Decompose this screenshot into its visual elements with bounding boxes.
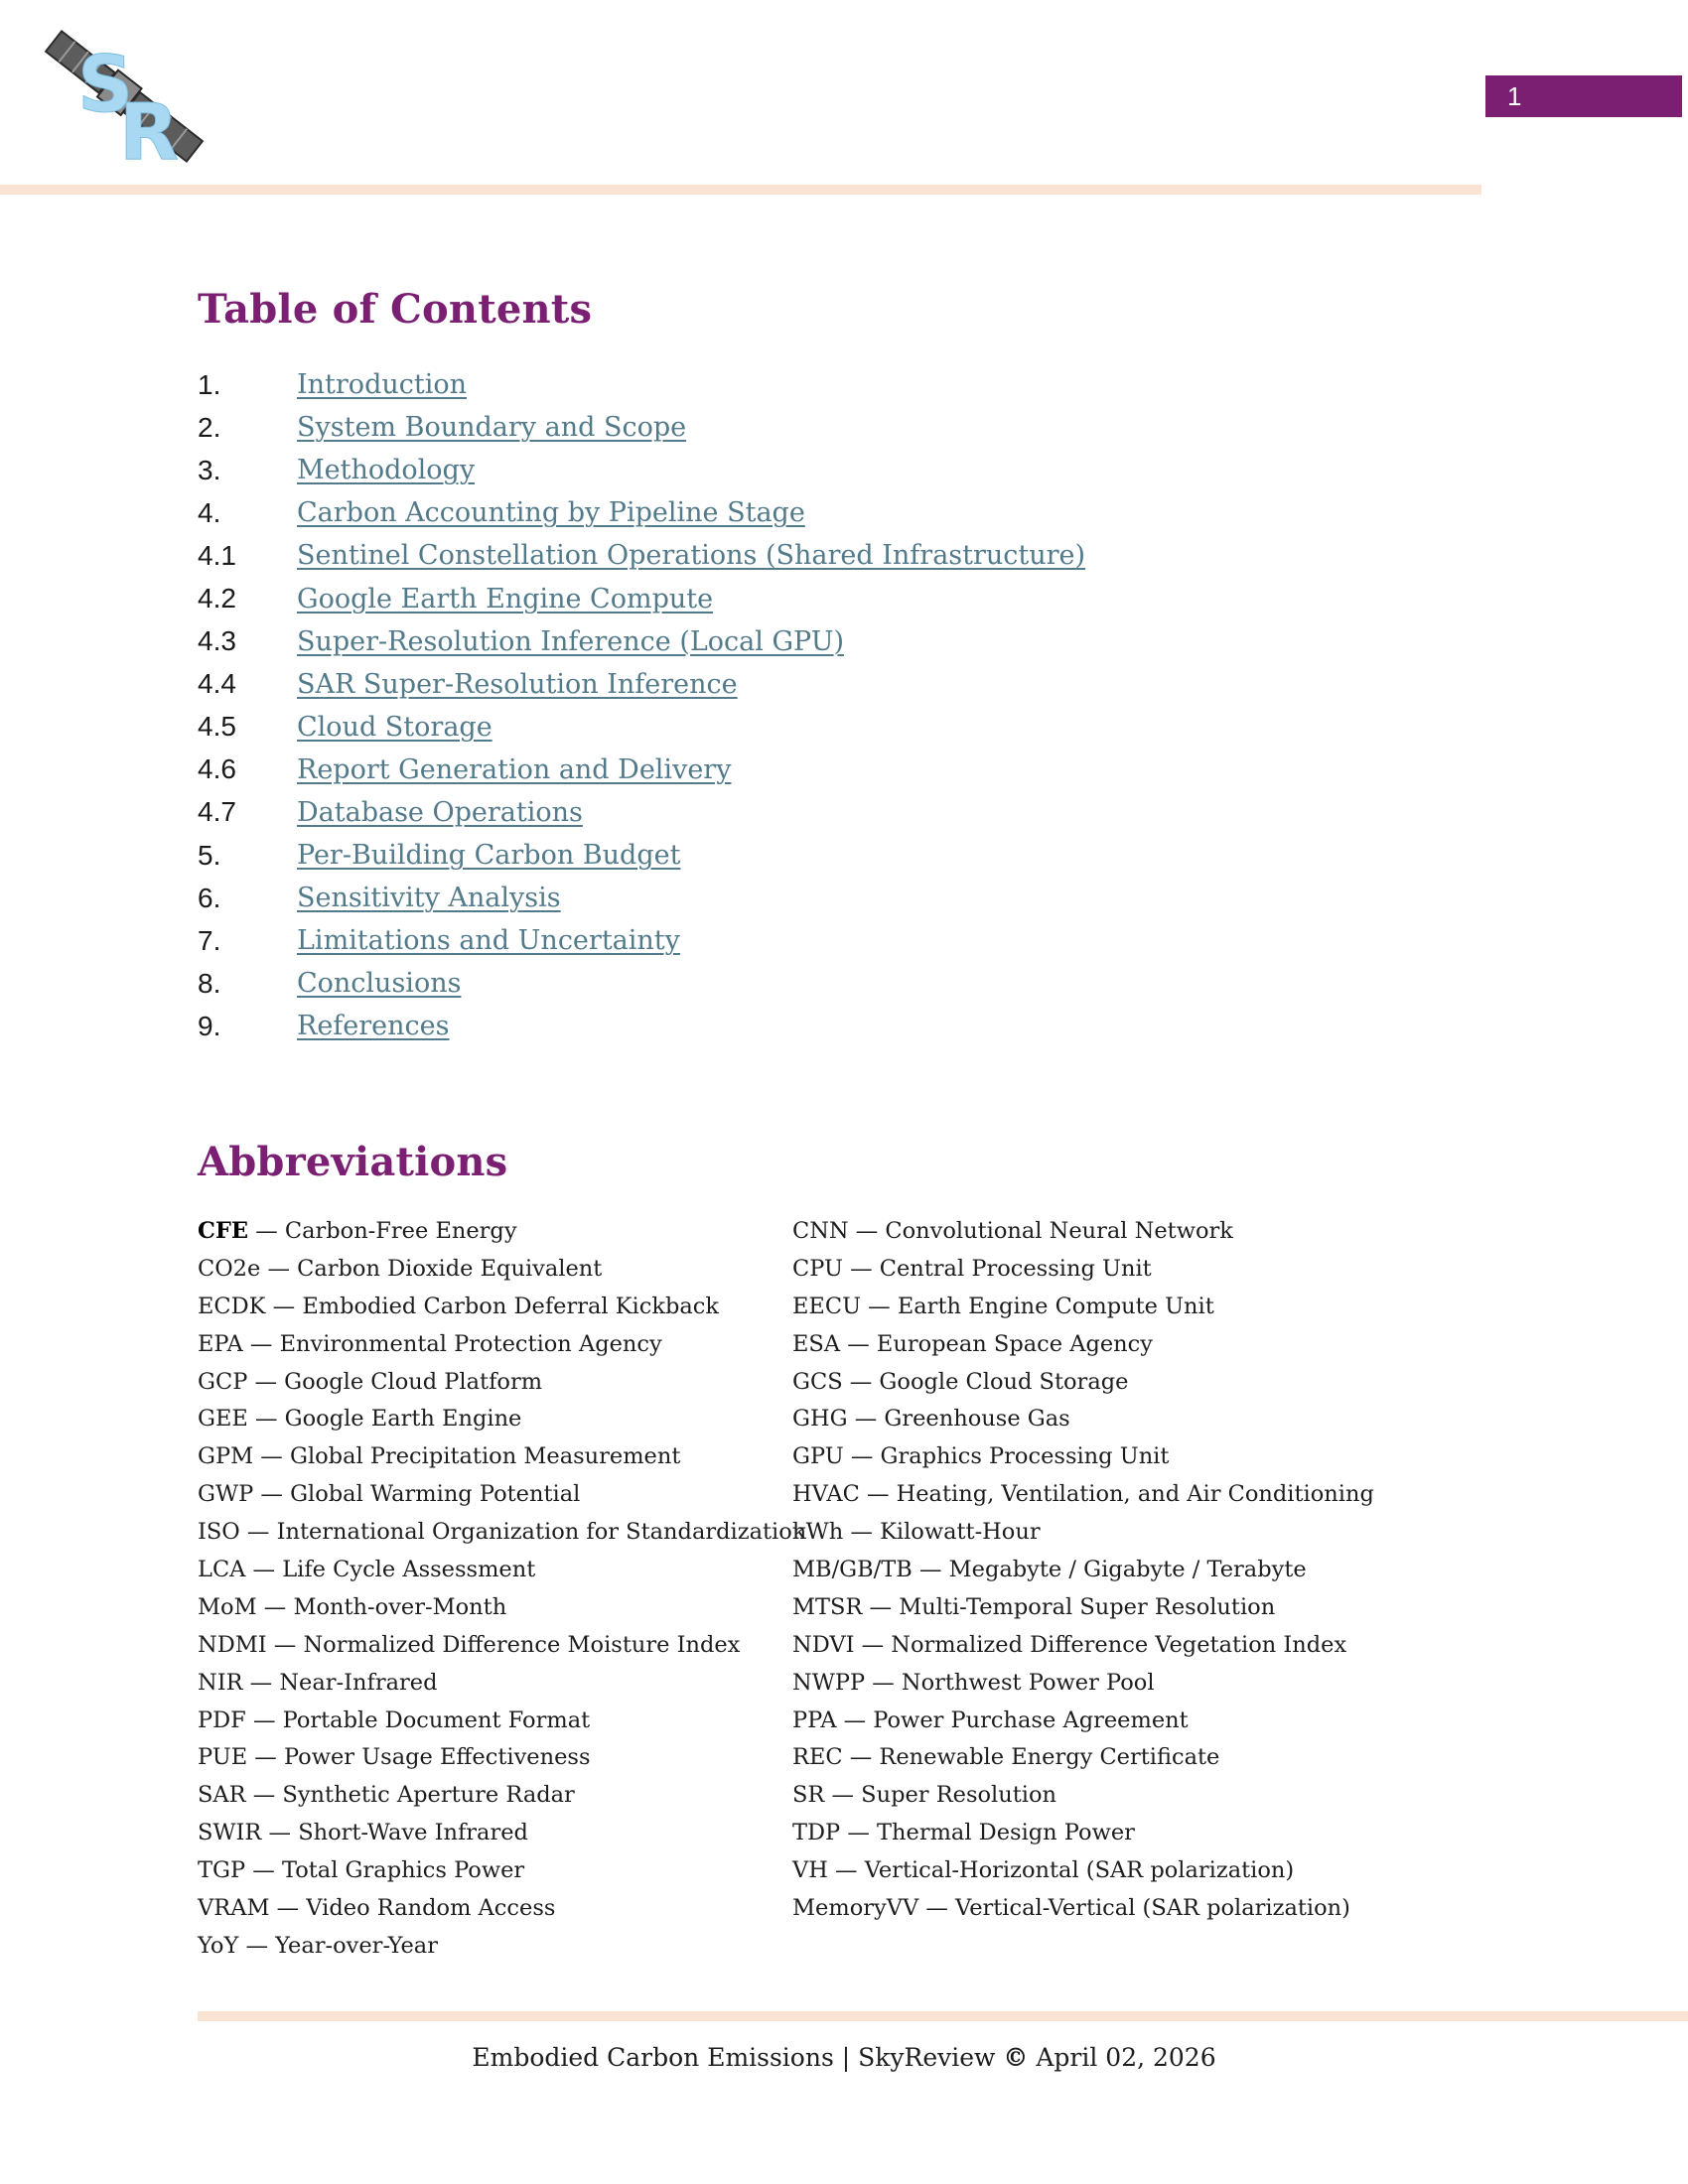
toc-item-link[interactable]: Sensitivity Analysis [297,883,561,914]
abbreviation-separator: — [256,1593,294,1620]
toc-item-link[interactable]: Conclusions [297,968,462,1000]
abbreviation-entry [198,1213,783,1251]
abbreviation-term: NWPP [792,1669,866,1696]
abbreviation-entry [198,1627,783,1665]
toc-item-link[interactable]: Report Generation and Delivery [297,753,732,785]
abbreviation-term: TGP [198,1857,246,1884]
abbreviations-heading: Abbreviations [198,1139,508,1185]
abbreviation-definition: Google Earth Engine [284,1406,522,1433]
toc-item-number: 7. [198,924,221,956]
abbreviation-definition: Kilowatt-Hour [880,1519,1041,1546]
abbreviation-definition: Vertical-Horizontal (SAR polarization) [864,1857,1295,1884]
abbreviation-definition: Megabyte / Gigabyte / Terabyte [948,1557,1307,1583]
abbreviation-separator: — [247,1368,285,1395]
abbreviation-separator: — [861,1293,898,1319]
abbreviation-term: PDF [198,1706,246,1733]
abbreviation-definition: European Space Agency [876,1330,1153,1357]
abbreviation-entry [792,1438,1487,1476]
abbreviation-term: NDMI [198,1631,267,1658]
abbreviation-term: CNN [792,1218,849,1244]
abbreviation-term: GWP [198,1481,254,1508]
abbreviation-term: MB/GB/TB [792,1557,913,1583]
abbreviation-definition: Earth Engine Compute Unit [897,1293,1214,1319]
abbreviation-entry [198,1890,783,1928]
abbreviation-term: PUE [198,1744,248,1771]
abbreviation-term: EPA [198,1330,243,1357]
abbreviation-separator: — [843,1519,881,1546]
abbreviation-term: SR [792,1782,825,1809]
abbreviation-term: MTSR [792,1593,863,1620]
abbreviation-separator: — [854,1631,892,1658]
abbreviation-definition: Convolutional Neural Network [885,1218,1233,1244]
toc-item-number: 2. [198,411,221,443]
abbreviation-definition: Global Precipitation Measurement [289,1443,681,1470]
toc-item-number: 8. [198,967,221,999]
footer [0,2043,1688,2072]
abbreviation-term: LCA [198,1557,246,1583]
abbreviation-term: GHG [792,1406,848,1433]
abbreviation-term: GCS [792,1368,843,1395]
abbreviation-entry [198,1928,783,1966]
abbreviation-term: TDP [792,1820,841,1846]
toc-item-number: 4.4 [198,668,236,700]
header-divider [0,185,1481,195]
toc-item [198,406,1290,449]
abbreviation-separator: — [827,1857,865,1884]
abbreviation-entry [198,1326,783,1364]
toc-item [198,491,1290,534]
abbreviation-definition: Month-over-Month [293,1593,507,1620]
page-number-badge: 1 [1485,75,1682,117]
abbreviation-definition: Thermal Design Power [877,1820,1135,1846]
toc-heading: Table of Contents [198,286,593,333]
abbreviation-entry [198,1476,783,1514]
toc-item-number: 4.6 [198,753,236,785]
abbreviation-entry [792,1326,1487,1364]
abbreviation-entry [198,1665,783,1703]
abbreviation-separator: — [265,1293,303,1319]
abbreviation-separator: — [859,1481,897,1508]
abbreviation-separator: — [260,1255,298,1282]
abbreviation-entry [792,1627,1487,1665]
abbreviation-entry [198,1438,783,1476]
abbreviation-definition: Google Cloud Platform [284,1368,543,1395]
abbreviation-entry [198,1739,783,1777]
toc-item-link[interactable]: Limitations and Uncertainty [297,925,680,957]
abbreviation-definition: Normalized Difference Moisture Index [303,1631,741,1658]
abbreviation-definition: Embodied Carbon Deferral Kickback [302,1293,720,1319]
abbreviation-definition: Power Purchase Agreement [873,1706,1189,1733]
abbreviation-separator: — [239,1519,277,1546]
abbreviation-definition: Year-over-Year [275,1932,438,1959]
abbreviation-definition: Northwest Power Pool [901,1669,1155,1696]
toc-item-link[interactable]: Super-Resolution Inference (Local GPU) [297,625,845,657]
abbreviation-definition: Google Cloud Storage [879,1368,1129,1395]
abbreviation-definition: Portable Document Format [282,1706,591,1733]
toc-item-number: 9. [198,1010,221,1041]
abbreviation-separator: — [242,1669,280,1696]
abbreviations-left-column [198,1213,807,1966]
abbreviation-term: REC [792,1744,843,1771]
abbreviation-entry [198,1514,807,1552]
abbreviation-separator: — [918,1895,956,1922]
abbreviation-separator: — [840,1330,877,1357]
abbreviation-entry [198,1289,783,1326]
abbreviation-entry [792,1665,1487,1703]
abbreviation-entry [198,1852,783,1890]
abbreviation-term: VH [792,1857,828,1884]
abbreviation-term: YoY [198,1932,239,1959]
toc-item [198,919,1290,962]
abbreviation-separator: — [261,1820,299,1846]
abbreviation-definition: Renewable Energy Certificate [879,1744,1220,1771]
abbreviation-definition: Life Cycle Assessment [282,1557,536,1583]
abbreviation-term: ISO [198,1519,240,1546]
abbreviation-entry [198,1703,783,1740]
abbreviation-entry [792,1589,1487,1627]
abbreviation-separator: — [848,1218,886,1244]
abbreviation-entry [792,1514,1487,1552]
toc-item-link[interactable]: Introduction [297,369,467,401]
toc-item-number: 3. [198,454,221,485]
toc-item-link[interactable]: Google Earth Engine Compute [297,583,714,614]
abbreviation-entry [792,1401,1487,1438]
footer-divider [198,2011,1688,2021]
toc-item [198,962,1290,1005]
abbreviation-term: GPU [792,1443,844,1470]
abbreviation-definition: Multi-Temporal Super Resolution [899,1593,1276,1620]
toc-item [198,706,1290,749]
svg-text:R: R [119,88,180,171]
toc-item [198,663,1290,706]
abbreviation-separator: — [836,1706,874,1733]
abbreviation-term: MoM [198,1593,257,1620]
abbreviation-entry [792,1476,1487,1514]
abbreviation-separator: — [247,1744,284,1771]
abbreviation-definition: Environmental Protection Agency [279,1330,662,1357]
abbreviation-definition: Power Usage Effectiveness [283,1744,591,1771]
abbreviation-entry [198,1552,783,1589]
toc-item [198,791,1290,834]
toc-item-link[interactable]: References [297,1011,450,1042]
abbreviation-definition: Short-Wave Infrared [298,1820,528,1846]
abbreviation-definition: Central Processing Unit [879,1255,1152,1282]
copyright-symbol: © [1003,2043,1029,2072]
abbreviation-term: SWIR [198,1820,262,1846]
abbreviation-entry [198,1815,783,1852]
svg-text:S: S [77,41,134,130]
abbreviation-entry [792,1364,1487,1402]
toc-item-number: 4.1 [198,539,236,571]
abbreviation-term: GEE [198,1406,248,1433]
toc-item-number: 4.7 [198,796,236,828]
abbreviation-separator: — [912,1557,949,1583]
abbreviation-separator: — [266,1631,304,1658]
footer-date: April 02, 2026 [1028,2043,1216,2072]
abbreviation-separator: — [245,1857,282,1884]
abbreviation-entry [792,1739,1487,1777]
abbreviation-term: ESA [792,1330,841,1357]
abbreviation-entry [792,1213,1487,1251]
abbreviation-entry [792,1890,1487,1928]
abbreviation-separator: — [842,1744,880,1771]
abbreviation-entry [792,1777,1487,1815]
abbreviation-separator: — [253,1443,290,1470]
abbreviation-term: GPM [198,1443,254,1470]
abbreviation-entry [198,1777,783,1815]
abbreviation-term: ECDK [198,1293,266,1319]
abbreviation-definition: Carbon Dioxide Equivalent [297,1255,603,1282]
abbreviation-term: VRAM [198,1895,270,1922]
abbreviation-entry [792,1289,1487,1326]
toc-item-number: 4.3 [198,625,236,657]
abbreviation-separator: — [847,1406,885,1433]
skyreview-logo [40,22,209,171]
abbreviation-definition: Normalized Difference Vegetation Index [891,1631,1347,1658]
abbreviation-definition: Vertical-Vertical (SAR polarization) [955,1895,1350,1922]
toc-item-link[interactable]: Methodology [297,455,476,486]
abbreviation-separator: — [862,1593,900,1620]
toc-item [198,363,1290,406]
abbreviation-term: GCP [198,1368,248,1395]
abbreviation-term: SAR [198,1782,246,1809]
abbreviation-term: NDVI [792,1631,855,1658]
toc-item-link[interactable]: Sentinel Constellation Operations (Shared Infrastructure) [297,540,1086,572]
abbreviation-separator: — [242,1330,280,1357]
abbreviation-separator: — [247,1406,285,1433]
toc-item-number: 4.2 [198,583,236,614]
abbreviation-separator: — [248,1218,285,1244]
toc-item-link[interactable]: Database Operations [297,796,583,828]
toc-item-link[interactable]: Per-Building Carbon Budget [297,840,681,872]
toc-item-link[interactable]: Cloud Storage [297,711,492,743]
toc-item [198,877,1290,919]
abbreviation-entry [792,1703,1487,1740]
abbreviation-entry [198,1401,783,1438]
abbreviation-definition: Near-Infrared [279,1669,438,1696]
abbreviation-separator: — [238,1932,276,1959]
abbreviation-separator: — [840,1820,877,1846]
abbreviation-term: CO2e [198,1255,261,1282]
abbreviation-term: PPA [792,1706,837,1733]
toc-item [198,449,1290,491]
abbreviation-entry [792,1815,1487,1852]
toc-item-number: 4.5 [198,711,236,743]
toc-item-link[interactable]: SAR Super-Resolution Inference [297,668,738,700]
abbreviation-definition: Graphics Processing Unit [880,1443,1170,1470]
abbreviation-entry [792,1251,1487,1289]
abbreviation-definition: Synthetic Aperture Radar [282,1782,575,1809]
abbreviation-separator: — [245,1782,283,1809]
abbreviation-separator: — [269,1895,307,1922]
abbreviations-right-column [792,1213,1487,1928]
abbreviation-separator: — [253,1481,291,1508]
toc-item [198,620,1290,663]
toc-item-link[interactable]: System Boundary and Scope [297,412,687,444]
toc-item [198,749,1290,791]
toc-item [198,1005,1290,1047]
abbreviation-separator: — [843,1443,881,1470]
abbreviation-term: NIR [198,1669,243,1696]
abbreviation-separator: — [842,1368,880,1395]
abbreviation-entry [792,1852,1487,1890]
abbreviation-definition: Heating, Ventilation, and Air Conditioning [896,1481,1374,1508]
abbreviation-separator: — [824,1782,862,1809]
toc-item-number: 6. [198,882,221,913]
abbreviation-definition: Carbon-Free Energy [284,1218,517,1244]
abbreviation-entry [198,1589,783,1627]
toc-item [198,534,1290,577]
abbreviation-entry [792,1552,1487,1589]
abbreviation-separator: — [865,1669,902,1696]
toc-item-link[interactable]: Carbon Accounting by Pipeline Stage [297,497,805,529]
abbreviation-definition: Greenhouse Gas [884,1406,1070,1433]
abbreviation-term: MemoryVV [792,1895,919,1922]
abbreviation-entry [198,1364,783,1402]
abbreviation-separator: — [842,1255,880,1282]
abbreviation-definition: Total Graphics Power [281,1857,525,1884]
abbreviation-term: CFE [198,1218,249,1244]
abbreviation-term: kWh [792,1519,844,1546]
toc-item-number: 5. [198,839,221,871]
abbreviation-entry [198,1251,783,1289]
abbreviation-definition: Global Warming Potential [290,1481,581,1508]
abbreviation-definition: Super Resolution [861,1782,1057,1809]
footer-text-before: Embodied Carbon Emissions | SkyReview [472,2043,1004,2072]
toc-item-number: 4. [198,496,221,528]
toc-list [198,363,1290,1048]
toc-item-number: 1. [198,368,221,400]
toc-item [198,577,1290,619]
abbreviation-definition: International Organization for Standardization [276,1519,807,1546]
abbreviation-definition: Video Random Access [306,1895,556,1922]
abbreviation-separator: — [245,1557,283,1583]
abbreviation-term: EECU [792,1293,862,1319]
abbreviation-term: HVAC [792,1481,860,1508]
toc-item [198,834,1290,877]
abbreviation-separator: — [245,1706,283,1733]
abbreviation-term: CPU [792,1255,843,1282]
